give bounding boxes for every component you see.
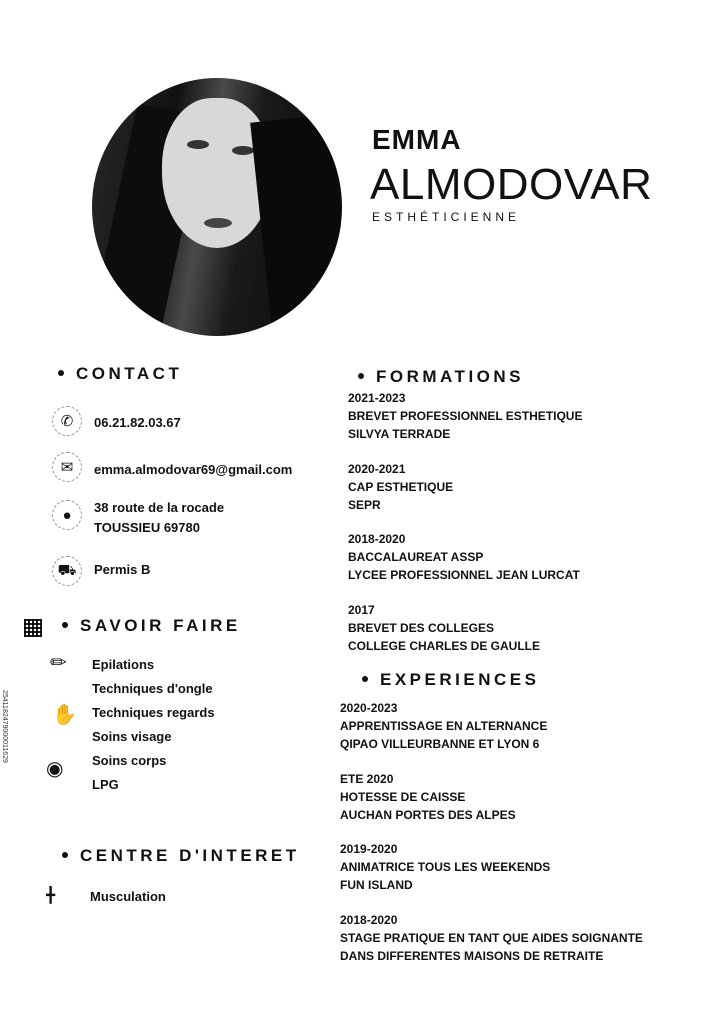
eye-icon: ◉ [46,758,64,780]
experience-place: FUN ISLAND [340,878,413,892]
hand-icon: ✋ [52,704,77,726]
experience-entry [340,699,547,753]
qr-code-icon [24,619,42,637]
profile-photo [92,78,342,336]
skill-item: Epilations [92,657,155,672]
savoir-faire-title: SAVOIR FAIRE [62,616,241,636]
formation-entry [348,389,582,443]
contact-address-line2: TOUSSIEU 69780 [94,520,200,535]
car-icon: ⛟ [52,556,82,586]
experience-role: ANIMATRICE TOUS LES WEEKENDS [340,860,551,874]
first-name: EMMA [372,124,462,155]
experience-period: ETE 2020 [340,772,394,786]
contact-license: Permis B [94,562,151,577]
contact-title: CONTACT [58,364,182,384]
interets-title: CENTRE D'INTERET [62,846,300,866]
experience-period: 2020-2023 [340,701,398,715]
formation-entry [348,460,453,514]
bullet-icon [358,373,364,379]
formation-school: SILVYA TERRADE [348,427,451,441]
experience-place: QIPAO VILLEURBANNE ET LYON 6 [340,737,540,751]
experience-entry [340,911,643,965]
bullet-icon [62,622,68,628]
formation-entry [348,530,580,584]
bullet-icon [362,676,368,682]
formation-diploma: CAP ESTHETIQUE [348,480,454,494]
experience-role: STAGE PRATIQUE EN TANT QUE AIDES SOIGNANTE [340,931,643,945]
experience-period: 2019-2020 [340,842,398,856]
formation-school: LYCEE PROFESSIONNEL JEAN LURCAT [348,568,580,582]
side-code: 2541182479000011629 [1,690,8,763]
formation-diploma: BREVET PROFESSIONNEL ESTHETIQUE [348,409,583,423]
contact-email: emma.almodovar69@gmail.com [94,462,293,477]
formation-year: 2017 [348,603,375,617]
experience-entry [340,770,516,824]
location-pin-icon: ● [52,500,82,530]
experience-role: APPRENTISSAGE EN ALTERNANCE [340,719,548,733]
contact-phone: 06.21.82.03.67 [94,415,181,430]
skill-item: LPG [92,777,119,792]
experience-place: AUCHAN PORTES DES ALPES [340,808,516,822]
formation-year: 2021-2023 [348,391,406,405]
bullet-icon [58,370,64,376]
dumbbell-icon: ╋ [46,887,56,904]
formation-diploma: BREVET DES COLLEGES [348,621,495,635]
experience-entry [340,840,550,894]
skill-item: Soins visage [92,729,172,744]
formation-year: 2020-2021 [348,462,406,476]
experience-role: HOTESSE DE CAISSE [340,790,466,804]
formation-school: SEPR [348,498,381,512]
experiences-title: EXPERIENCES [362,670,539,690]
beauty-tube-icon: ✏ [50,652,67,674]
skill-item: Techniques regards [92,705,215,720]
skill-item: Techniques d'ongle [92,681,213,696]
experience-place: DANS DIFFERENTES MAISONS DE RETRAITE [340,949,604,963]
formation-diploma: BACCALAUREAT ASSP [348,550,484,564]
contact-address-line1: 38 route de la rocade [94,500,225,515]
job-title: ESTHÉTICIENNE [372,210,521,224]
formation-school: COLLEGE CHARLES DE GAULLE [348,639,541,653]
interest-item: Musculation [90,889,166,904]
formation-entry [348,601,540,655]
skill-item: Soins corps [92,753,167,768]
bullet-icon [62,852,68,858]
last-name: ALMODOVAR [370,160,653,209]
experience-period: 2018-2020 [340,913,398,927]
formation-year: 2018-2020 [348,532,406,546]
phone-icon: ✆ [52,406,82,436]
formations-title: FORMATIONS [358,367,524,387]
mail-icon: ✉ [52,452,82,482]
